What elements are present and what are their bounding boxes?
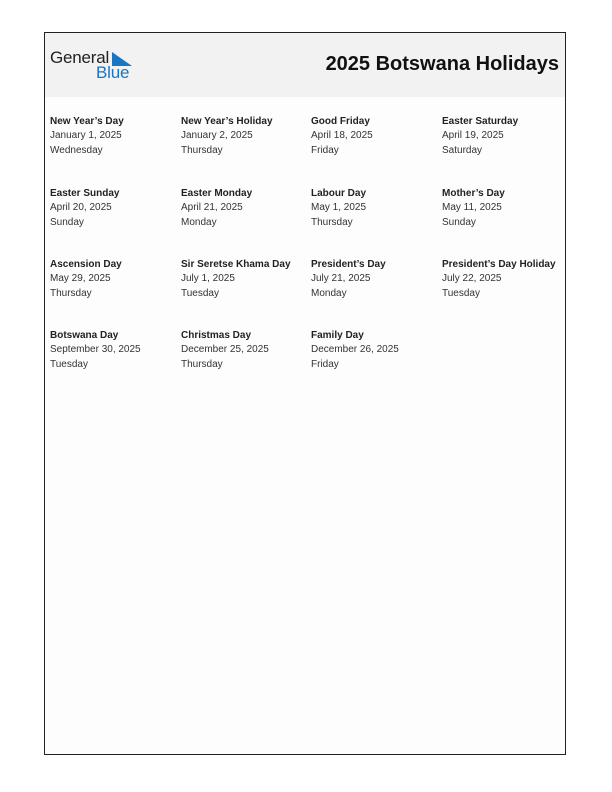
holiday-name: New Year’s Holiday [181, 116, 273, 127]
holiday-name: Botswana Day [50, 330, 119, 341]
holiday-date: April 21, 2025 [181, 202, 243, 214]
holiday-name: Good Friday [311, 116, 370, 127]
holiday-item [311, 329, 439, 372]
holiday-name: Sir Seretse Khama Day [181, 259, 291, 270]
calendar-page [44, 32, 566, 755]
holiday-weekday: Thursday [181, 144, 223, 156]
generalblue-logo [50, 48, 140, 84]
holiday-date: April 18, 2025 [311, 130, 373, 142]
holiday-date: July 22, 2025 [442, 273, 502, 285]
holiday-date: May 29, 2025 [50, 273, 111, 285]
holiday-weekday: Sunday [50, 216, 84, 228]
holiday-date: January 1, 2025 [50, 130, 122, 142]
holiday-date: December 26, 2025 [311, 344, 399, 356]
holiday-weekday: Tuesday [181, 287, 219, 299]
page-header [45, 33, 565, 97]
holiday-name: Mother’s Day [442, 188, 505, 199]
holiday-weekday: Friday [311, 144, 339, 156]
holiday-item [442, 187, 570, 230]
holiday-date: December 25, 2025 [181, 344, 269, 356]
holiday-name: Easter Sunday [50, 188, 120, 199]
holiday-item [181, 258, 309, 301]
holiday-weekday: Saturday [442, 144, 483, 156]
holiday-date: September 30, 2025 [50, 344, 141, 356]
holiday-item [181, 115, 309, 158]
holiday-weekday: Friday [311, 358, 339, 370]
holiday-date: July 1, 2025 [181, 273, 235, 285]
holiday-name: Easter Saturday [442, 116, 519, 127]
logo-text-blue: Blue [96, 63, 130, 82]
holiday-item [181, 329, 309, 372]
holiday-name: President’s Day Holiday [442, 259, 556, 270]
holiday-item [311, 115, 439, 158]
holiday-item [311, 187, 439, 230]
holiday-weekday: Wednesday [50, 144, 103, 156]
holiday-date: January 2, 2025 [181, 130, 253, 142]
holiday-item [442, 258, 570, 301]
holiday-date: July 21, 2025 [311, 273, 371, 285]
holiday-weekday: Thursday [181, 358, 223, 370]
holiday-name: Ascension Day [50, 259, 122, 270]
holiday-weekday: Tuesday [442, 287, 480, 299]
holiday-date: May 1, 2025 [311, 202, 367, 214]
holiday-item [50, 115, 178, 158]
logo-text-general: General [50, 48, 110, 67]
holiday-item [50, 187, 178, 230]
holiday-name: Easter Monday [181, 188, 253, 199]
page-title: 2025 Botswana Holidays [325, 53, 559, 75]
holiday-item [50, 258, 178, 301]
holiday-date: April 20, 2025 [50, 202, 112, 214]
holiday-weekday: Thursday [50, 287, 92, 299]
holiday-weekday: Monday [181, 216, 217, 228]
holiday-weekday: Sunday [442, 216, 476, 228]
holiday-item [181, 187, 309, 230]
holiday-weekday: Monday [311, 287, 347, 299]
holiday-name: President’s Day [311, 259, 386, 270]
holiday-item [311, 258, 439, 301]
holiday-weekday: Tuesday [50, 358, 88, 370]
holiday-name: Labour Day [311, 188, 367, 199]
holiday-name: Christmas Day [181, 330, 252, 341]
holiday-date: April 19, 2025 [442, 130, 504, 142]
holiday-name: Family Day [311, 330, 364, 341]
holiday-weekday: Thursday [311, 216, 353, 228]
holiday-item [442, 115, 570, 158]
holiday-date: May 11, 2025 [442, 202, 502, 214]
holiday-item [50, 329, 178, 372]
holiday-name: New Year’s Day [50, 116, 124, 127]
